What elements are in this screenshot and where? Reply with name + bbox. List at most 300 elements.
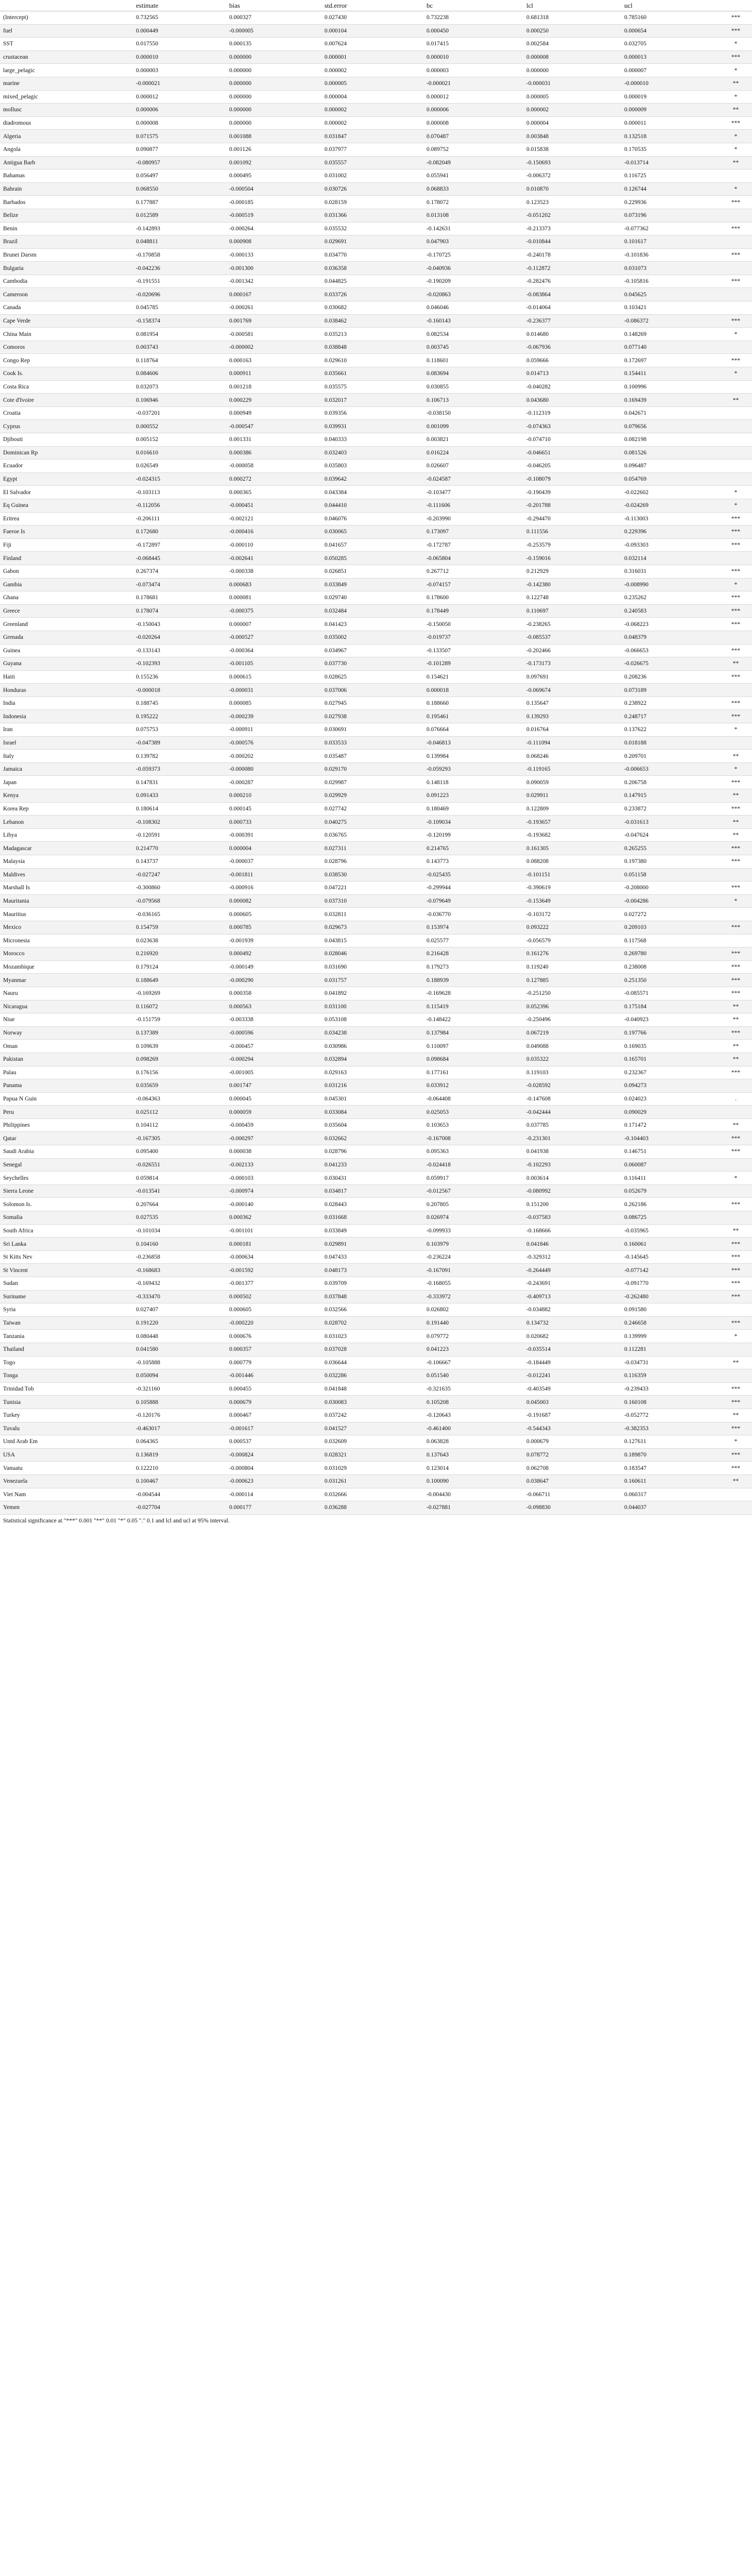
table-cell: -0.000547 xyxy=(229,423,253,430)
table-cell: 0.000386 xyxy=(229,449,252,456)
table-cell: crustacean xyxy=(3,54,28,61)
table-cell: 0.081526 xyxy=(624,449,647,456)
table-cell: 0.172680 xyxy=(136,529,159,535)
table-cell: 0.053108 xyxy=(324,1016,347,1023)
table-cell: 0.172697 xyxy=(624,357,647,364)
table-cell: 0.000012 xyxy=(136,93,159,100)
table-row xyxy=(0,908,752,921)
table-cell: 0.195222 xyxy=(136,713,159,720)
table-cell: South Africa xyxy=(3,1227,33,1234)
table-cell: -0.064363 xyxy=(136,1095,160,1102)
table-cell: ** xyxy=(732,1359,739,1366)
table-cell: -0.037201 xyxy=(136,410,160,417)
table-cell: Tunisia xyxy=(3,1399,21,1405)
table-cell: -0.150050 xyxy=(426,621,451,628)
table-cell: -0.103113 xyxy=(136,489,160,496)
table-cell: -0.001939 xyxy=(229,937,253,944)
table-cell: 0.000007 xyxy=(624,67,647,74)
table-cell: -0.080992 xyxy=(526,1188,551,1195)
table-cell: -0.109034 xyxy=(426,819,451,825)
table-cell: -0.000103 xyxy=(229,1175,253,1181)
table-cell: 0.001126 xyxy=(229,146,251,153)
table-cell: -0.236377 xyxy=(526,317,551,324)
table-cell: * xyxy=(734,581,738,588)
table-cell: -0.168683 xyxy=(136,1267,160,1274)
table-cell: -0.000110 xyxy=(229,542,253,549)
table-cell: 0.034238 xyxy=(324,1030,347,1037)
table-cell: -0.000457 xyxy=(229,1043,253,1049)
table-cell: 0.126744 xyxy=(624,186,647,193)
table-cell: 0.000081 xyxy=(229,595,252,601)
table-cell: 0.048379 xyxy=(624,634,647,641)
table-cell: *** xyxy=(731,1148,741,1155)
table-cell: -0.148422 xyxy=(426,1016,451,1023)
table-cell: 0.000000 xyxy=(229,107,252,113)
table-cell: -0.000010 xyxy=(624,80,648,87)
table-cell: 0.180469 xyxy=(426,805,449,812)
table-cell: -0.108079 xyxy=(526,476,551,483)
table-cell: Senegal xyxy=(3,1161,22,1168)
table-cell: -0.142893 xyxy=(136,225,160,232)
table-cell: -0.059373 xyxy=(136,766,160,773)
table-cell: Tuvalu xyxy=(3,1425,20,1432)
table-cell: 0.100467 xyxy=(136,1478,159,1485)
table-cell: -0.093303 xyxy=(624,542,648,549)
table-cell: 0.016764 xyxy=(526,726,549,733)
table-row xyxy=(0,1106,752,1119)
table-cell: *** xyxy=(731,278,741,285)
table-cell: Peru xyxy=(3,1109,14,1115)
table-cell: 0.111556 xyxy=(526,529,549,535)
table-row xyxy=(0,1462,752,1475)
table-cell: *** xyxy=(731,673,741,680)
table-cell: -0.020863 xyxy=(426,291,451,298)
table-row xyxy=(0,407,752,420)
table-cell: 0.031757 xyxy=(324,977,347,984)
table-cell: St Vincent xyxy=(3,1267,28,1274)
table-cell: 0.044410 xyxy=(324,502,347,509)
table-cell: -0.000364 xyxy=(229,647,253,654)
table-row xyxy=(0,645,752,658)
table-cell: -0.024418 xyxy=(426,1161,451,1168)
table-cell: * xyxy=(734,370,738,377)
table-cell: 0.037730 xyxy=(324,660,347,667)
table-cell: -0.000824 xyxy=(229,1452,253,1459)
table-cell: -0.153649 xyxy=(526,898,551,905)
table-row xyxy=(0,1343,752,1357)
table-cell: 0.179124 xyxy=(136,964,159,971)
table-cell: -0.251250 xyxy=(526,990,551,997)
table-cell: -0.169269 xyxy=(136,990,160,997)
table-cell: ** xyxy=(732,1412,739,1419)
table-cell: ** xyxy=(732,819,739,825)
table-row xyxy=(0,987,752,1001)
table-cell: 0.035002 xyxy=(324,634,347,641)
table-cell: 0.175184 xyxy=(624,1003,647,1010)
table-row xyxy=(0,473,752,486)
table-cell: 0.038848 xyxy=(324,344,347,351)
table-cell: *** xyxy=(731,779,741,786)
table-cell: -0.168055 xyxy=(426,1280,451,1287)
table-cell: 0.115419 xyxy=(426,1003,449,1010)
table-cell: 0.034967 xyxy=(324,647,347,654)
table-cell: ** xyxy=(732,1227,739,1234)
table-body xyxy=(0,11,752,1515)
table-cell: Untd Arab Em xyxy=(3,1438,38,1445)
table-cell: . xyxy=(735,1095,737,1102)
table-cell: *** xyxy=(731,1399,741,1405)
table-cell: Maldives xyxy=(3,871,25,878)
table-cell: -0.167091 xyxy=(426,1267,451,1274)
table-cell: 0.001092 xyxy=(229,159,252,166)
table-cell: *** xyxy=(731,1425,741,1432)
table-row xyxy=(0,684,752,697)
table-cell: Tonga xyxy=(3,1372,18,1379)
table-cell: Tanzania xyxy=(3,1333,25,1340)
table-cell: * xyxy=(734,41,738,47)
table-cell: 0.000000 xyxy=(229,67,252,74)
table-cell: Benin xyxy=(3,225,18,232)
table-cell: -0.012567 xyxy=(426,1188,451,1195)
table-cell: 0.036644 xyxy=(324,1359,347,1366)
table-row xyxy=(0,486,752,499)
table-cell: -0.000911 xyxy=(229,726,253,733)
table-cell: 0.032286 xyxy=(324,1372,347,1379)
table-cell: Ecuador xyxy=(3,463,23,469)
table-cell: 0.000082 xyxy=(229,898,252,905)
table-cell: 0.000104 xyxy=(324,27,347,34)
table-cell: -0.022602 xyxy=(624,489,648,496)
table-cell: -0.104403 xyxy=(624,1135,648,1142)
table-cell: -0.000037 xyxy=(229,858,253,865)
table-cell: 0.000679 xyxy=(526,1438,549,1445)
table-cell: 0.148118 xyxy=(426,779,449,786)
table-cell: Pakistan xyxy=(3,1056,23,1063)
table-cell: Jamaica xyxy=(3,766,23,773)
table-cell: -0.382353 xyxy=(624,1425,648,1432)
table-cell: 0.062708 xyxy=(526,1465,549,1471)
table-cell: 0.119240 xyxy=(526,964,549,971)
table-row xyxy=(0,157,752,170)
table-cell: -0.026675 xyxy=(624,660,648,667)
table-cell: *** xyxy=(731,1293,741,1300)
table-cell: -0.000002 xyxy=(229,344,253,351)
table-cell: 0.100090 xyxy=(426,1478,449,1485)
table-cell: Suriname xyxy=(3,1293,26,1300)
table-cell: 0.732565 xyxy=(136,14,159,21)
table-cell: *** xyxy=(731,225,741,232)
table-cell: 0.000605 xyxy=(229,911,252,918)
table-cell: 0.035532 xyxy=(324,225,347,232)
table-cell: -0.150043 xyxy=(136,621,160,628)
table-cell: 0.251350 xyxy=(624,977,647,984)
table-cell: -0.001005 xyxy=(229,1069,253,1076)
table-cell: -0.000596 xyxy=(229,1030,253,1037)
table-cell: 0.073189 xyxy=(624,687,647,693)
table-row xyxy=(0,1119,752,1132)
table-cell: 0.001218 xyxy=(229,383,252,390)
table-row xyxy=(0,803,752,816)
table-cell: *** xyxy=(731,1241,741,1247)
table-cell: 0.014713 xyxy=(526,370,549,377)
table-cell: 0.012589 xyxy=(136,212,159,219)
table-cell: -0.085537 xyxy=(526,634,551,641)
table-cell: -0.333972 xyxy=(426,1293,451,1300)
table-row xyxy=(0,1303,752,1317)
table-cell: -0.101034 xyxy=(136,1227,160,1234)
table-cell: -0.046813 xyxy=(426,739,451,746)
table-cell: 0.024023 xyxy=(624,1095,647,1102)
table-cell: 0.000908 xyxy=(229,239,252,245)
table-row xyxy=(0,143,752,157)
table-cell: -0.142631 xyxy=(426,225,451,232)
table-cell: 0.032403 xyxy=(324,449,347,456)
table-cell: Solomon Is. xyxy=(3,1201,32,1208)
table-cell: Algeria xyxy=(3,133,21,140)
table-cell: -0.169628 xyxy=(426,990,451,997)
table-cell: 0.000467 xyxy=(229,1412,252,1419)
table-cell: Morocco xyxy=(3,951,25,957)
table-cell: Cameroon xyxy=(3,291,28,298)
table-cell: 0.030855 xyxy=(426,383,449,390)
table-cell: 0.232367 xyxy=(624,1069,647,1076)
table-cell: 0.030986 xyxy=(324,1043,347,1049)
table-cell: 0.143737 xyxy=(136,858,159,865)
table-cell: -0.000031 xyxy=(526,80,551,87)
table-cell: -0.111094 xyxy=(526,739,551,746)
table-cell: 0.191220 xyxy=(136,1320,159,1327)
table-cell: 0.001088 xyxy=(229,133,252,140)
table-cell: 0.139999 xyxy=(624,1333,647,1340)
table-cell: 0.076664 xyxy=(426,726,449,733)
table-cell: *** xyxy=(731,27,741,34)
table-cell: 0.091223 xyxy=(426,792,449,799)
table-row xyxy=(0,829,752,842)
table-cell: -0.000261 xyxy=(229,304,253,311)
table-cell: *** xyxy=(731,951,741,957)
table-cell: 0.127611 xyxy=(624,1438,646,1445)
table-cell: -0.000391 xyxy=(229,832,253,839)
table-cell: -0.068445 xyxy=(136,555,160,562)
table-cell: Sierra Leone xyxy=(3,1188,34,1195)
table-cell: marine xyxy=(3,80,20,87)
table-cell: 0.000045 xyxy=(229,1095,252,1102)
table-row xyxy=(0,776,752,789)
table-cell: 0.035604 xyxy=(324,1122,347,1129)
table-row xyxy=(0,25,752,38)
table-cell: -0.001300 xyxy=(229,265,253,272)
table-cell: -0.102293 xyxy=(526,1161,551,1168)
table-cell: India xyxy=(3,700,15,707)
table-cell: 0.030065 xyxy=(324,529,347,535)
table-row xyxy=(0,1159,752,1172)
table-cell: *** xyxy=(731,608,741,615)
table-cell: 0.041892 xyxy=(324,990,347,997)
table-cell: Guinea xyxy=(3,647,21,654)
table-cell: mixed_pelagic xyxy=(3,93,38,100)
table-cell: *** xyxy=(731,621,741,628)
table-cell: * xyxy=(734,1333,738,1340)
table-cell: 0.137643 xyxy=(426,1452,449,1459)
table-cell: 0.106946 xyxy=(136,397,159,403)
table-cell: 0.001747 xyxy=(229,1082,252,1089)
table-cell: -0.051202 xyxy=(526,212,551,219)
table-cell: -0.213373 xyxy=(526,225,551,232)
table-cell: 0.073196 xyxy=(624,212,647,219)
table-row xyxy=(0,935,752,948)
table-cell: *** xyxy=(731,713,741,720)
table-row xyxy=(0,869,752,882)
table-cell: -0.036165 xyxy=(136,911,160,918)
table-cell: -0.026551 xyxy=(136,1161,160,1168)
table-cell: 0.016610 xyxy=(136,449,159,456)
table-cell: Comoros xyxy=(3,344,25,351)
table-cell: Croatia xyxy=(3,410,21,417)
table-row xyxy=(0,1251,752,1264)
table-cell: * xyxy=(734,898,738,905)
table-cell: 0.034770 xyxy=(324,251,347,258)
table-cell: 0.000002 xyxy=(324,67,347,74)
table-cell: 0.029673 xyxy=(324,924,347,931)
table-cell: 0.265255 xyxy=(624,845,647,852)
table-cell: 0.143773 xyxy=(426,858,449,865)
table-row xyxy=(0,367,752,381)
table-cell: Belize xyxy=(3,212,19,219)
table-cell: 0.094273 xyxy=(624,1082,647,1089)
table-cell: 0.151200 xyxy=(526,1201,549,1208)
table-cell: Costa Rica xyxy=(3,383,29,390)
table-row xyxy=(0,354,752,367)
table-cell: *** xyxy=(731,1267,741,1274)
table-cell: -0.085571 xyxy=(624,990,648,997)
table-cell: Micronesia xyxy=(3,937,30,944)
table-cell: 0.043680 xyxy=(526,397,549,403)
table-cell: -0.172787 xyxy=(426,542,451,549)
table-cell: Seychelles xyxy=(3,1175,29,1181)
table-row xyxy=(0,1093,752,1106)
table-cell: -0.000581 xyxy=(229,331,253,337)
table-cell: 0.000327 xyxy=(229,14,252,21)
table-cell: 0.000229 xyxy=(229,397,252,403)
table-cell: -0.191551 xyxy=(136,278,160,285)
table-cell: 0.046046 xyxy=(426,304,449,311)
table-cell: Antigua Barb xyxy=(3,159,36,166)
table-cell: 0.003614 xyxy=(526,1175,549,1181)
table-cell: 0.032662 xyxy=(324,1135,347,1142)
table-cell: -0.106667 xyxy=(426,1359,451,1366)
table-cell: Angola xyxy=(3,146,21,153)
table-row xyxy=(0,223,752,236)
table-cell: Trinidad Tob xyxy=(3,1386,34,1393)
table-cell: -0.000005 xyxy=(229,27,253,34)
table-cell: Congo Rep xyxy=(3,357,30,364)
table-cell: 0.000455 xyxy=(229,1386,252,1393)
table-cell: 0.191440 xyxy=(426,1320,449,1327)
table-cell: Bahrain xyxy=(3,186,22,193)
table-cell: Viet Nam xyxy=(3,1491,26,1498)
table-cell: -0.038150 xyxy=(426,410,451,417)
table-cell: 0.122748 xyxy=(526,595,549,601)
table-cell: Gabon xyxy=(3,568,19,575)
table-cell: -0.006653 xyxy=(624,766,648,773)
table-cell: 0.000785 xyxy=(229,924,252,931)
table-cell: 0.016224 xyxy=(426,449,449,456)
table-cell: 0.106713 xyxy=(426,397,449,403)
table-cell: *** xyxy=(731,568,741,575)
table-cell: 0.154759 xyxy=(136,924,159,931)
table-cell: 0.188649 xyxy=(136,977,159,984)
table-cell: 0.033533 xyxy=(324,739,347,746)
table-cell: -0.103172 xyxy=(526,911,551,918)
table-cell: 0.029929 xyxy=(324,792,347,799)
table-cell: Grenada xyxy=(3,634,23,641)
table-row xyxy=(0,789,752,803)
table-cell: -0.403549 xyxy=(526,1386,551,1393)
table-cell: -0.000519 xyxy=(229,212,253,219)
table-cell: 0.139984 xyxy=(426,753,449,759)
table-cell: 0.197766 xyxy=(624,1030,647,1037)
table-cell: 0.017415 xyxy=(426,41,449,47)
table-cell: 0.030691 xyxy=(324,726,347,733)
table-row xyxy=(0,1198,752,1211)
table-cell: -0.042236 xyxy=(136,265,160,272)
table-row xyxy=(0,816,752,829)
table-cell: *** xyxy=(731,990,741,997)
table-cell: 0.027945 xyxy=(324,700,347,707)
table-cell: -0.238265 xyxy=(526,621,551,628)
table-cell: 0.177161 xyxy=(426,1069,449,1076)
table-cell: 0.029740 xyxy=(324,595,347,601)
table-cell: *** xyxy=(731,805,741,812)
table-cell: Sri Lanka xyxy=(3,1241,27,1247)
table-cell: -0.321635 xyxy=(426,1386,451,1393)
table-row xyxy=(0,723,752,737)
table-row xyxy=(0,1383,752,1396)
table-cell: *** xyxy=(731,14,741,21)
table-cell: ** xyxy=(732,792,739,799)
table-cell: Cote d'Ivoire xyxy=(3,397,34,403)
table-cell: 0.000605 xyxy=(229,1307,252,1313)
table-cell: Yemen xyxy=(3,1504,20,1511)
table-cell: -0.012241 xyxy=(526,1372,551,1379)
table-cell: -0.142380 xyxy=(526,581,551,588)
table-cell: -0.069674 xyxy=(526,687,551,693)
table-row xyxy=(0,1238,752,1251)
table-cell: 0.023638 xyxy=(136,937,159,944)
table-cell: 0.028702 xyxy=(324,1320,347,1327)
table-cell: 0.003743 xyxy=(136,344,159,351)
table-cell: Sudan xyxy=(3,1280,18,1287)
table-cell: *** xyxy=(731,1254,741,1261)
table-cell: -0.046205 xyxy=(526,463,551,469)
table-cell: -0.040936 xyxy=(426,265,451,272)
table-cell: -0.006372 xyxy=(526,173,551,179)
table-cell: ** xyxy=(732,1056,739,1063)
table-row xyxy=(0,1357,752,1370)
table-cell: 0.208236 xyxy=(624,673,647,680)
table-cell: 0.003745 xyxy=(426,344,449,351)
table-cell: -0.120199 xyxy=(426,832,451,839)
table-cell: 0.054769 xyxy=(624,476,647,483)
table-cell: -0.047389 xyxy=(136,739,160,746)
table-cell: 0.000163 xyxy=(229,357,252,364)
table-cell: -0.208000 xyxy=(624,885,648,891)
table-cell: Marshall Is xyxy=(3,885,30,891)
table-cell: 0.031002 xyxy=(324,173,347,179)
table-cell: 0.032666 xyxy=(324,1491,347,1498)
table-cell: -0.000018 xyxy=(136,687,160,693)
table-cell: 0.033912 xyxy=(426,1082,449,1089)
